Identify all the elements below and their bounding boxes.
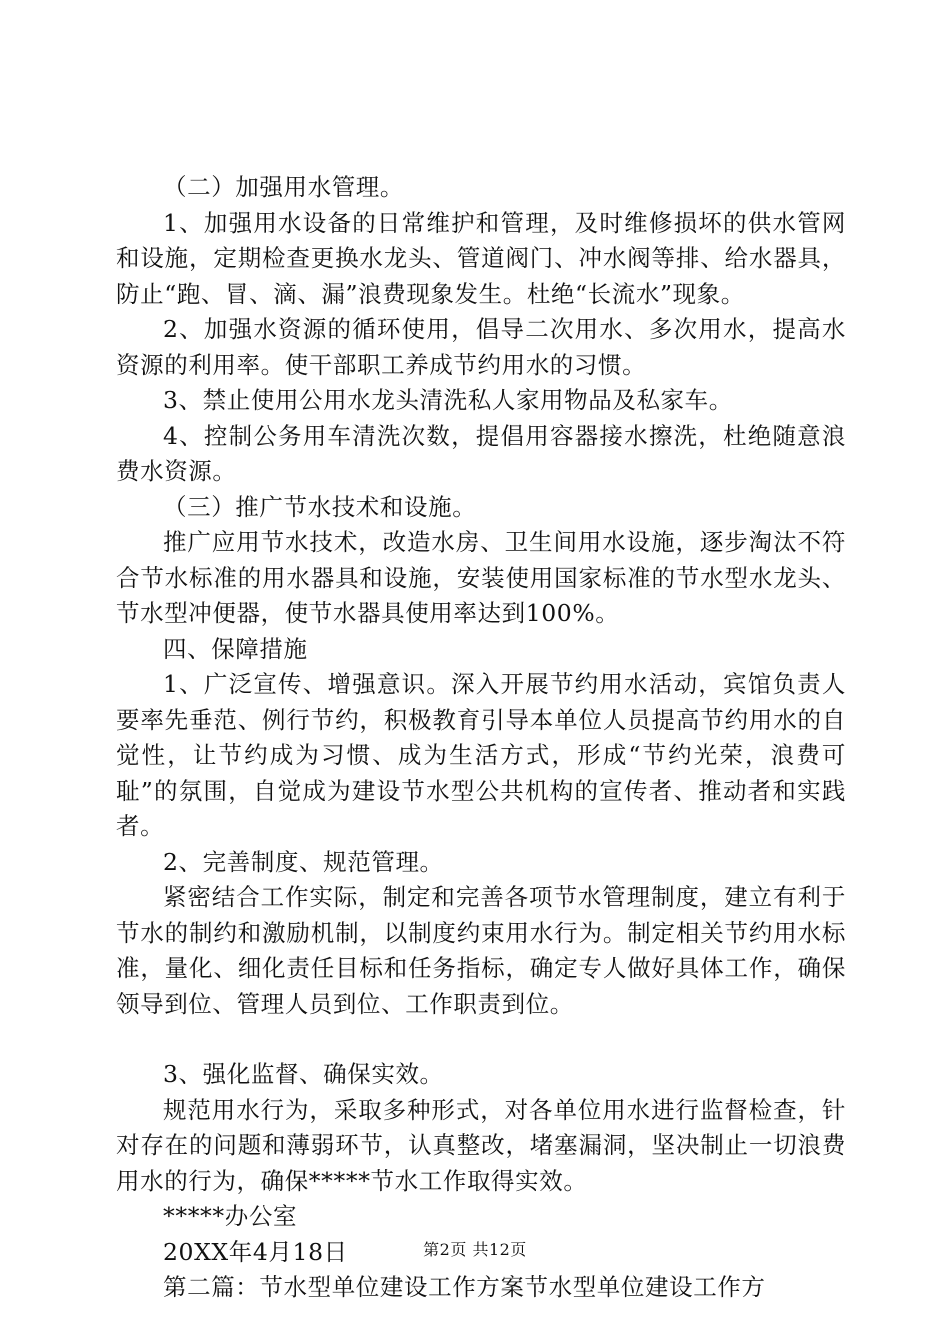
section-heading-promote-technology: （三）推广节水技术和设施。: [163, 492, 477, 521]
next-article-heading: 第二篇：节水型单位建设工作方案节水型单位建设工作方: [163, 1273, 766, 1301]
subheading-improve-system: 2、完善制度、规范管理。: [163, 847, 444, 876]
section-heading-strengthen-water-management: （二）加强用水管理。: [163, 173, 404, 201]
paragraph-official-car-washing: 4、控制公务用车清洗次数，提倡用容器接水擦洗，杜绝随意浪费水资源。: [116, 421, 846, 485]
paragraph-water-recycling: 2、加强水资源的循环使用，倡导二次用水、多次用水，提高水资源的利用率。使干部职工养成节约用水的习惯。: [116, 315, 846, 379]
signature-office: *****办公室: [163, 1202, 298, 1230]
page-number-label: 第2页 共12页: [423, 1240, 527, 1259]
signature-date: 20XX年4月18日: [163, 1237, 348, 1266]
subheading-supervision: 3、强化监督、确保实效。: [163, 1060, 444, 1088]
paragraph-no-private-washing: 3、禁止使用公用水龙头清洗私人家用物品及私家车。: [163, 386, 733, 414]
document-body: [116, 170, 846, 1306]
paragraph-supervision: 规范用水行为，采取多种形式，对各单位用水进行监督检查，针对存在的问题和薄弱环节，认真整改，堵塞漏洞，坚决制止一切浪费用水的行为，确保*****节水工作取得实效。: [116, 1095, 846, 1195]
paragraph-promote-technology: 推广应用节水技术，改造水房、卫生间用水设施，逐步淘汰不符合节水标准的用水器具和设施，安装使用国家标准的节水型水龙头、节水型冲便器，使节水器具使用率达到100%。: [116, 528, 846, 627]
paragraph-improve-system: 紧密结合工作实际，制定和完善各项节水管理制度，建立有利于节水的制约和激励机制，以制度约束用水行为。制定相关节约用水标准，量化、细化责任目标和任务指标，确定专人做好具体工作，确保领导到位、管理人员到位、工作职责到位。: [116, 883, 846, 1018]
page-footer: [0, 1240, 950, 1260]
paragraph-publicity-awareness: 1、广泛宣传、增强意识。深入开展节约用水活动，宾馆负责人要率先垂范、例行节约，积极教育引导本单位人员提高节约用水的自觉性，让节约成为习惯、成为生活方式，形成“节约光荣，浪费可耻”的氛围，自觉成为建设节水型公共机构的宣传者、推动者和实践者。: [116, 670, 846, 840]
section-heading-safeguard-measures: 四、保障措施: [163, 634, 308, 663]
paragraph-equipment-maintenance: 1、加强用水设备的日常维护和管理，及时维修损坏的供水管网和设施，定期检查更换水龙头、管道阀门、冲水阀等排、给水器具，防止“跑、冒、滴、漏”浪费现象发生。杜绝“长流水”现象。: [116, 208, 846, 308]
